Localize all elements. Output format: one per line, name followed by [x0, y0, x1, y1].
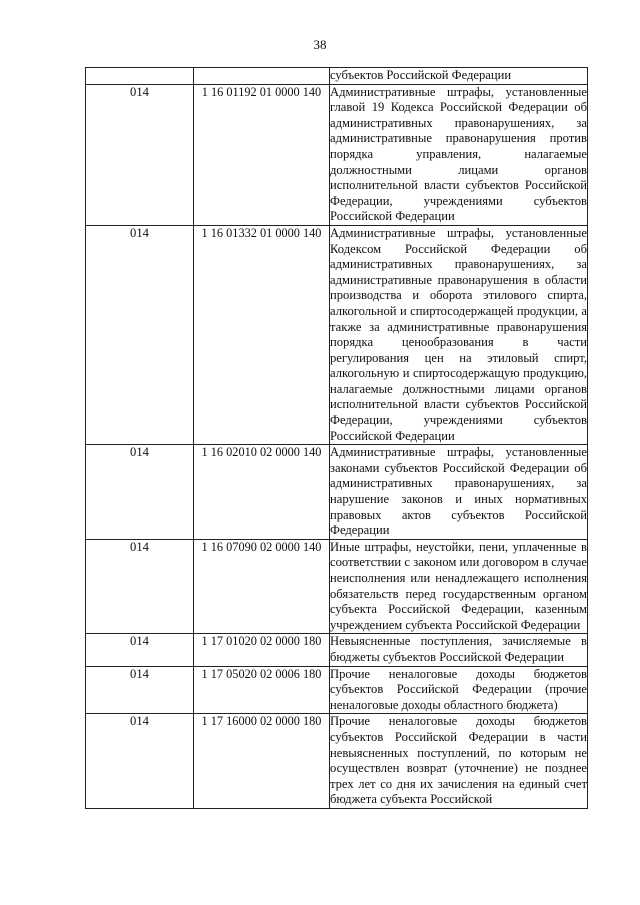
revenue-codes-table — [85, 67, 588, 809]
revenue-name-cell: Административные штрафы, установленные законами субъектов Российской Федерации об административных правонарушениях, за нарушение законов и иных нормативных правовых актов субъектов Российской Федерации — [330, 445, 588, 540]
admin-code-cell: 014 — [86, 539, 194, 634]
budget-code-cell: 1 17 16000 02 0000 180 — [194, 714, 330, 809]
table-row-continuation — [86, 68, 588, 85]
admin-code-cell: 014 — [86, 225, 194, 444]
budget-code-cell: 1 16 07090 02 0000 140 — [194, 539, 330, 634]
revenue-name-cell: Административные штрафы, установленные главой 19 Кодекса Российской Федерации об административных правонарушениях, за административные правонарушения против порядка управления, налагаемые должностными лицами органов исполнительной власти субъектов Российской Федерации, учреждениями субъектов Российской Федерации — [330, 84, 588, 225]
table-row — [86, 666, 588, 714]
revenue-name-cell: Прочие неналоговые доходы бюджетов субъектов Российской Федерации в части невыясненных поступлений, по которым не осуществлен возврат (уточнение) не позднее трех лет со дня их зачисления на единый счет бюджета субъекта Российской — [330, 714, 588, 809]
admin-code-cell: 014 — [86, 445, 194, 540]
table-row — [86, 634, 588, 666]
admin-code-cell: 014 — [86, 714, 194, 809]
table-row — [86, 445, 588, 540]
table-row — [86, 84, 588, 225]
budget-code-cell: 1 16 01332 01 0000 140 — [194, 225, 330, 444]
budget-code-cell: 1 17 05020 02 0006 180 — [194, 666, 330, 714]
budget-code-cell — [194, 68, 330, 85]
revenue-name-cell: Прочие неналоговые доходы бюджетов субъектов Российской Федерации (прочие неналоговые доходы областного бюджета) — [330, 666, 588, 714]
budget-code-cell: 1 17 01020 02 0000 180 — [194, 634, 330, 666]
revenue-name-cell: Иные штрафы, неустойки, пени, уплаченные в соответствии с законом или договором в случае неисполнения или ненадлежащего исполнения обязательств перед государственным органом субъекта Российской Федерации, казенным учреждением субъекта Российской Федерации — [330, 539, 588, 634]
admin-code-cell: 014 — [86, 84, 194, 225]
admin-code-cell: 014 — [86, 666, 194, 714]
table-row — [86, 714, 588, 809]
budget-code-cell: 1 16 02010 02 0000 140 — [194, 445, 330, 540]
table-row — [86, 539, 588, 634]
admin-code-cell: 014 — [86, 634, 194, 666]
revenue-name-cell: Административные штрафы, установленные Кодексом Российской Федерации об административных правонарушениях, за административные правонарушения в области производства и оборота этилового спирта, алкогольной и спиртосодержащей продукции, а также за административные правонарушения порядка ценообразования в части регулирования цен на этиловый спирт, алкогольную и спиртосодержащую продукцию, налагаемые должностными лицами органов исполнительной власти субъектов Российской Федерации, учреждениями субъектов Российской Федерации — [330, 225, 588, 444]
table-row — [86, 225, 588, 444]
budget-code-cell: 1 16 01192 01 0000 140 — [194, 84, 330, 225]
admin-code-cell — [86, 68, 194, 85]
revenue-name-cell: субъектов Российской Федерации — [330, 68, 588, 85]
page-number: 38 — [313, 37, 327, 52]
revenue-name-cell: Невыясненные поступления, зачисляемые в бюджеты субъектов Российской Федерации — [330, 634, 588, 666]
